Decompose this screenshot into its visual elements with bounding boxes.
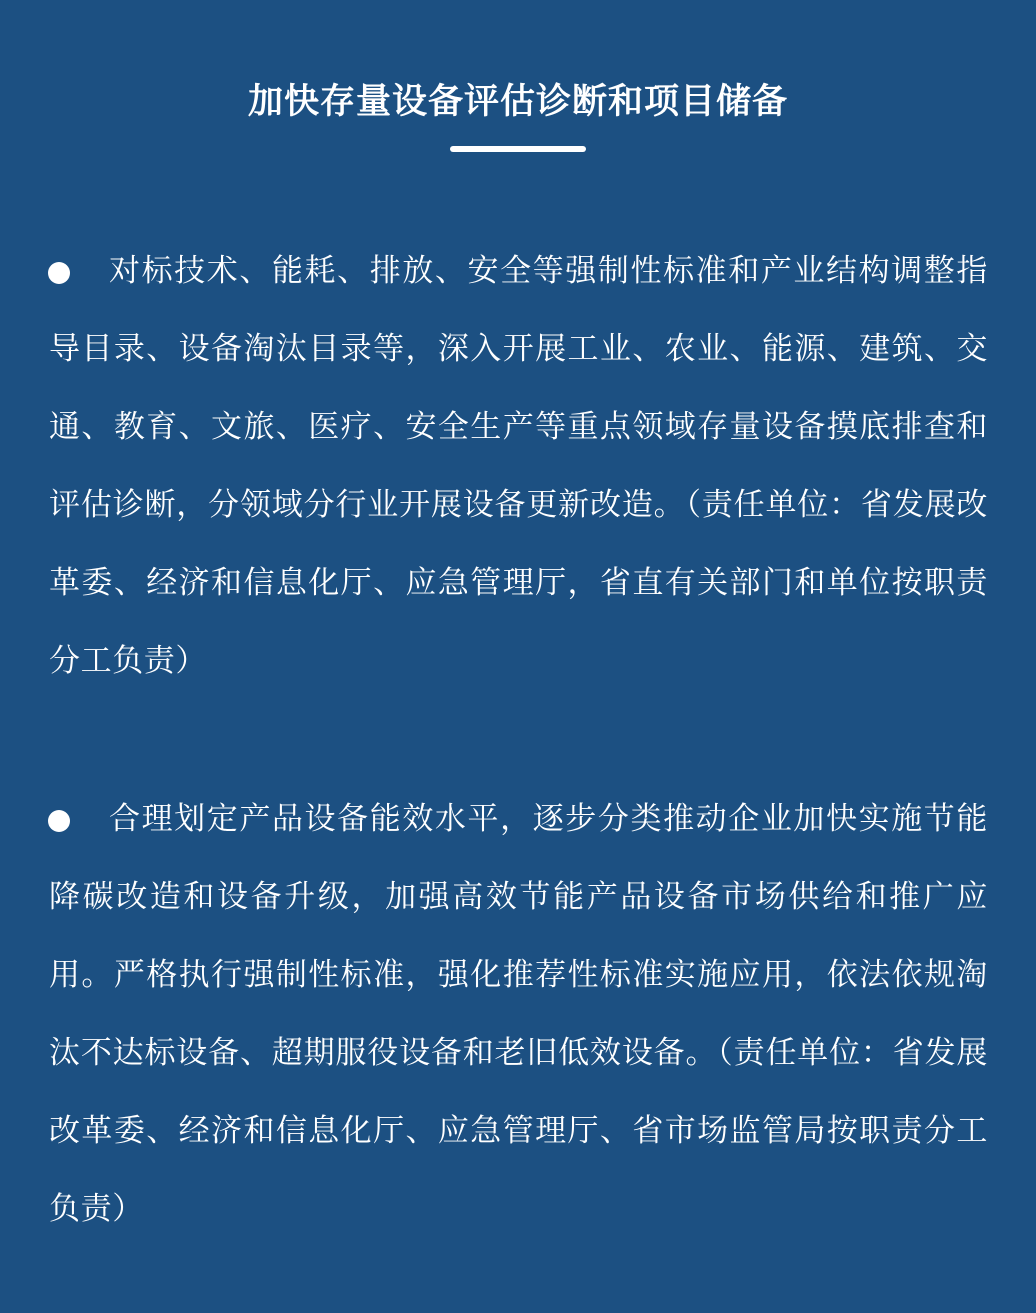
bullet-dot-icon <box>48 810 70 832</box>
list-item-text: 合理划定产品设备能效水平，逐步分类推动企业加快实施节能降碳改造和设备升级，加强高效节能产品设备市场供给和推广应用。严格执行强制性标准，强化推荐性标准实施应用，依法依规淘汰不达标设备、超期服役设备和老旧低效设备。（责任单位：省发展改革委、经济和信息化厅、应急管理厅、省市场监管局按职责分工负责） <box>49 801 988 1227</box>
list-item <box>49 780 988 1248</box>
list-item-text: 对标技术、能耗、排放、安全等强制性标准和产业结构调整指导目录、设备淘汰目录等，深入开展工业、农业、能源、建筑、交通、教育、文旅、医疗、安全生产等重点领域存量设备摸底排查和评估诊断，分领域分行业开展设备更新改造。（责任单位：省发展改革委、经济和信息化厅、应急管理厅，省直有关部门和单位按职责分工负责） <box>49 253 988 679</box>
list-item <box>49 232 988 700</box>
title-underline <box>450 146 586 152</box>
page-title: 加快存量设备评估诊断和项目储备 <box>247 82 788 122</box>
bullet-dot-icon <box>48 262 70 284</box>
